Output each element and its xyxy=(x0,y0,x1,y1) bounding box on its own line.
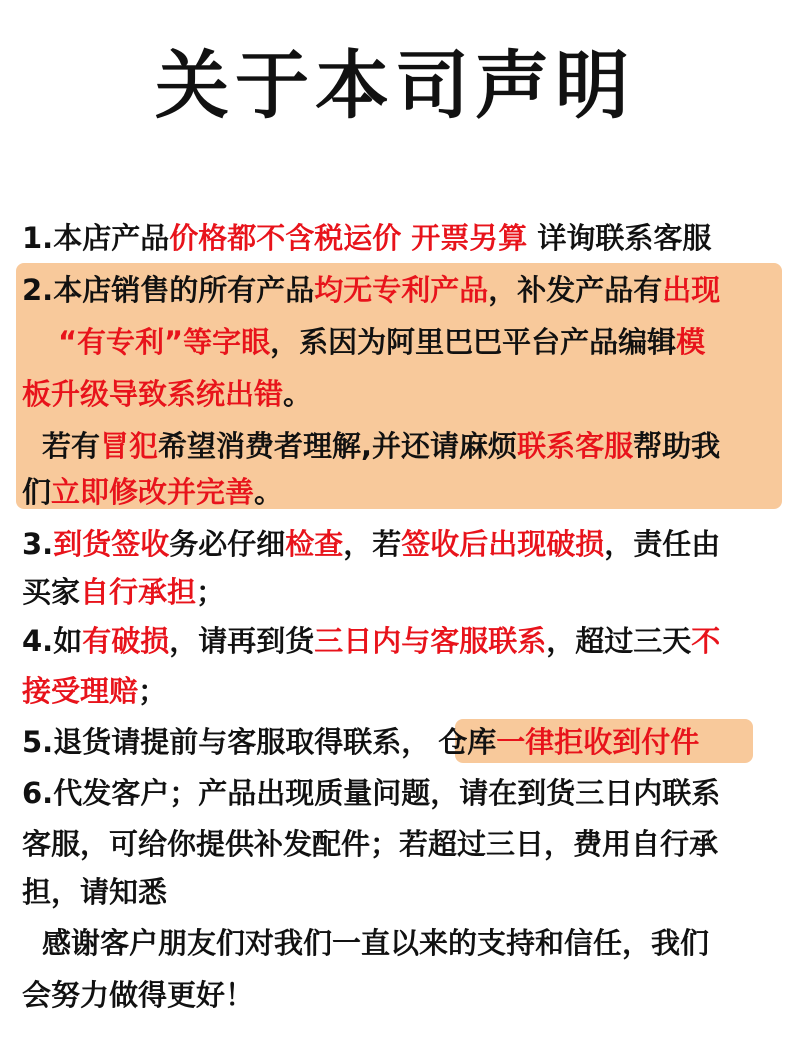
item2-red-4: 模 xyxy=(676,325,706,359)
item3-red-1: 到货签收 xyxy=(53,527,170,561)
item5-text-b: 仓库 xyxy=(438,725,497,759)
item-4-line-2 xyxy=(22,665,782,717)
item4-text-b: ，请再到货 xyxy=(169,624,315,658)
item3-text-d: ，责任由 xyxy=(604,527,721,561)
page-title: 关于本司声明 xyxy=(155,43,635,129)
item-6-line-2: 客服，可给你提供补发配件；若超过三日，费用自行承 xyxy=(22,827,719,861)
item2-text-i: 。 xyxy=(254,475,284,509)
item-6-line-1: 6.代发客户；产品出现质量问题，请在到货三日内联系 xyxy=(22,776,721,810)
item2-text-e: 若有 xyxy=(42,429,101,463)
item2-text-d: 。 xyxy=(283,377,313,411)
item2-red-2: 出现 xyxy=(662,273,721,307)
item4-text-d: ； xyxy=(138,674,168,708)
item2-red-6: 冒犯 xyxy=(100,429,159,463)
item2-red-3: “有专利”等字眼 xyxy=(58,325,271,359)
item1-prefix: 1.本店产品 xyxy=(22,221,170,255)
item2-text-f: 希望消费者理解,并还请麻烦 xyxy=(158,429,518,463)
item4-red-3: 不 xyxy=(691,624,721,658)
item2-text-h: 们 xyxy=(22,475,52,509)
item3-text-c: ，若 xyxy=(343,527,402,561)
item3-red-2: 检查 xyxy=(285,527,344,561)
item3-text-e: 买家 xyxy=(22,575,81,609)
item1-red-text: 价格都不含税运价 开票另算 xyxy=(169,221,528,255)
item3-red-4: 自行承担 xyxy=(80,575,197,609)
item-2-line-2 xyxy=(22,316,790,368)
item-2-line-5 xyxy=(22,466,782,518)
item-6-line-3: 担，请知悉 xyxy=(22,875,168,909)
item2-text-b: ，补发产品有 xyxy=(488,273,663,307)
item4-text-a: 4.如 xyxy=(22,624,83,658)
item-5 xyxy=(22,716,782,768)
closing-line-1: 感谢客户朋友们对我们一直以来的支持和信任，我们 xyxy=(42,926,710,960)
item3-text-f: ； xyxy=(196,575,226,609)
item5-text-a: 5.退货请提前与客服取得联系， xyxy=(22,725,431,759)
item-3-line-2 xyxy=(22,566,782,618)
item5-red: 一律拒收到付件 xyxy=(496,725,700,759)
item3-text-a: 3. xyxy=(22,527,54,561)
item-2-line-1 xyxy=(22,264,782,316)
item2-text-a: 2.本店销售的所有产品 xyxy=(22,273,315,307)
item2-text-c: ，系因为阿里巴巴平台产品编辑 xyxy=(270,325,677,359)
item2-red-5: 板升级导致系统出错 xyxy=(22,377,284,411)
item4-red-2: 三日内与客服联系 xyxy=(314,624,547,658)
item3-red-3: 签收后出现破损 xyxy=(401,527,605,561)
item2-red-8: 立即修改并完善 xyxy=(51,475,255,509)
item-1 xyxy=(22,212,782,264)
item4-red-4: 接受理赔 xyxy=(22,674,139,708)
item-2-line-3 xyxy=(22,368,782,420)
item-2-line-4 xyxy=(22,420,790,472)
item4-red-1: 有破损 xyxy=(82,624,170,658)
item2-text-g: 帮助我 xyxy=(633,429,721,463)
item1-suffix: 详询联系客服 xyxy=(527,221,712,255)
closing-line-2: 会努力做得更好！ xyxy=(22,978,255,1012)
item3-text-b: 务必仔细 xyxy=(169,527,286,561)
item2-red-7: 联系客服 xyxy=(517,429,634,463)
item2-red-1: 均无专利产品 xyxy=(314,273,489,307)
item4-text-c: ，超过三天 xyxy=(546,624,692,658)
item-3-line-1 xyxy=(22,518,782,570)
item-4-line-1 xyxy=(22,615,782,667)
